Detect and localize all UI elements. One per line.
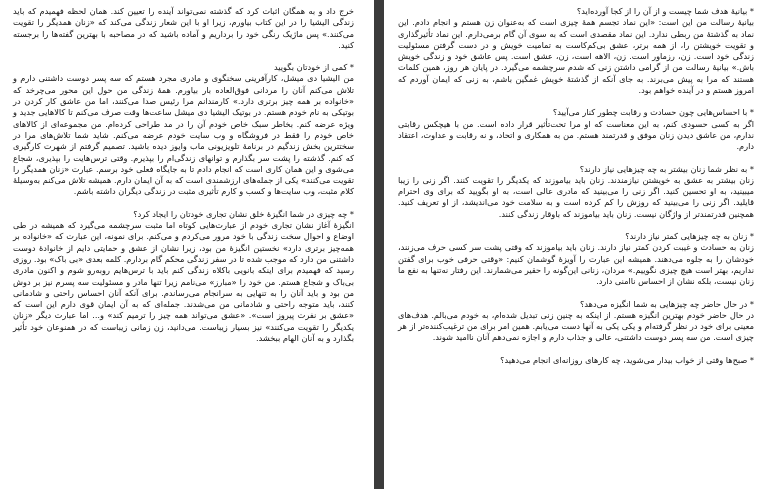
question-heading: * زنان به چه چیزهایی کمتر نیاز دارند؟: [398, 231, 754, 242]
paragraph-text: انگیزهٔ آغاز نشان تجاری خودم از عبارت‌هایی کوتاه اما مثبت سرچشمه می‌گیرد که همیشه در طی اوضاع و احوال سخت زندگی با خود مرور می‌کردم و می‌کنم. برای نمونه، این عبارت که «خانواده بر همه‌چیز برتری دارد» نخستین انگیزهٔ من بود، زیرا نشان از عشق و حمایتی دایم از خانوادهٔ دوست داشتنی من دارد که موجب شده تا در سفر زندگی محکم گام بردارم. کلمه بعدی «بی باک» بود. روزی رسید که فهمیدم برای اینکه بانویی باکلاه زندگی کنم باید با ترس‌هایم روبه‌رو شوم و اکنون مادری بی‌باک و شجاع هستم. من خود را «مبارز» می‌نامم زیرا تنها مادر و مسئولیت سه پسرم نیز بر دوش من بود و باید آنان را به تنهایی به سرانجام می‌رساندم. برای آنکه آنان احساس راحتی و شادمانی کنند، باید متوجه راحتی و شادمانی من می‌شدند. جمله‌ای که به آن ایمان قوی دارم این است که «عشق بر نفرت پیروز است». «عشق می‌تواند همه چیز را ترمیم کند» و... اما عبارت دیگر «زنان یکدیگر را تقویت می‌کنند» نیز بسیار زیباست. می‌دانید، زن زمانی زیباست که در همنوعان خود تأثیر بگذارد و به آنان الهام ببخشد.: [13, 220, 354, 344]
paragraph: [398, 107, 754, 152]
question-heading: * کمی از خودتان بگویید: [13, 62, 354, 73]
paragraph-text: من الیشیا دی میشل، کارآفرینی سخنگوی و مادری مجرد هستم که سه پسر دوست داشتنی دارم و تلاش می‌کنم آنان را مردانی فوق‌العاده بار بیاورم. همهٔ زندگی من حول این محور می‌چرخد که «خانواده بر همه چیز برتری دارد.» کارمندانم مرا رئیس صدا می‌کنند، اما من عاشق کار کردن در بوتیکی به نام خودم هستم. در بوتیک الیشیا دی میشل ساعت‌ها وقت صرف می‌کنم تا کالاهایی جدید و ویژه عرضه کنم. بخاطر سبک خاص خودم آن را در مد طراحی کرده‌ام. من مجموعه‌ای از کالاهای خاص خودم را فقط در فروشگاه و وب سایت خودم عرضه می‌کنم. شاید شما تلاش‌های مرا در سختترین بخش زندگیم در برنامهٔ تلویزیونی ماب وایوز دیده باشید. تصمیم گرفتم از شهرت کارگیری که کنم. گذشته را پشت سر بگذارم و توانهای زندگی‌ام را بپذیرم. وقتی ترس‌هایت را بپذیری، شجاع می‌شوی و این همان کاری است که انجام دادم تا به جایگاه فعلی خود برسم. عبارت «زنان همدیگر را تقویت می‌کنند» یکی از جمله‌های ارزشمندی است که به آن ایمان دارم. همیشه تلاش می‌کنم به‌وسیلهٔ کلام مثبت، وب سایت‌ها و کسب و کارم تأثیری مثبت در زندگی دیگران داشته باشم.: [13, 73, 354, 197]
paragraph-text: اگر به کسی حسودی کنم، به این معناست که او مرا تحت‌تأثیر قرار داده است. من با هیچکس رقابتی ندارم، من عاشق دیدن زنان موفق و قدرتمند هستم. من به همکاری و اتحاد، و نه رقابت و عداوت، اعتقاد دارم.: [398, 118, 754, 152]
question-heading: * به نظر شما زنان بیشتر به چه چیزهایی نیاز دارند؟: [398, 164, 754, 175]
paragraph: [13, 6, 354, 51]
paragraph: [13, 209, 354, 345]
paragraph-text: در حال حاضر خودم بهترین انگیزه هستم. از اینکه به چنین زنی تبدیل شده‌ام، به خودم می‌بالم. هدف‌های معینی برای خود در نظر گرفته‌ام و یکی یکی به آنها دست می‌یابم. همین امر برای من ترغیب‌کننده‌تر از هر چیزی است. من سه پسر دوست داشتنی، عالی و جذاب دارم و اجازه نمی‌دهم آنان ناامید شوند.: [398, 309, 754, 343]
paragraph-text: زنان بیشتر به عشق به خویشتن نیازمندند. زنان باید بیاموزند که یکدیگر را تقویت کنند. اگر زنی را زیبا میبینید، به او تحسین کنید. اگر زنی را می‌بینید که مادری عالی است، به او بگویید که برای وی احترام قایلید. اگر زنی را می‌بینید که روزش را کم کرده است و به سلامت خود می‌اندیشد، از او تعریف کنید. همچنین قدرتمندتر از واژگان نیست. زنان باید بیاموزند که باوقار زندگی کنند.: [398, 174, 754, 219]
paragraph: [398, 164, 754, 220]
page-gutter: [374, 0, 384, 489]
paragraph: [398, 299, 754, 344]
paragraph: [398, 231, 754, 287]
paragraph-text: زنان به حسادت و غیبت کردن کمتر نیاز دارند. زنان باید بیاموزند که وقتی پشت سر کسی حرف می‌زنند، خودشان را به جلوه می‌دهند. همیشه این عبارت را آویزهٔ گوشمان کنیم: «وقتی حرفی خوب برای گفتن نداریم، بهتر است هیچ چیزی نگوییم.» مردان، زنانی این‌گونه را حقیر می‌شمارند. این رفتار نه‌تنها به نفع ما زنان نیست، بلکه نشان از احساس ناامنی دارد.: [398, 242, 754, 287]
question-heading: * در حال حاضر چه چیزهایی به شما انگیزه می‌دهد؟: [398, 299, 754, 310]
right-page: [384, 0, 774, 489]
paragraph: [398, 6, 754, 96]
question-heading: * صبح‌ها وقتی از خواب بیدار می‌شوید، چه کارهای روزانه‌ای انجام می‌دهید؟: [398, 355, 754, 366]
paragraph: [13, 62, 354, 198]
question-heading: * با احساس‌هایی چون حسادت و رقابت چطور کنار می‌آیید؟: [398, 107, 754, 118]
paragraph-text: بیانیهٔ رسالت من این است: «این نماد تجسم همهٔ چیزی است که به‌عنوان زن هستم و انجام دادم. این نماد به گذشتهٔ من ربطی ندارد. این نماد مقصدی است که به سوی آن گام برمی‌دارم. این نماد تأثیرگذاری و تقویت خویشتن را، از همه برتر، عشق بی‌کم‌کاست به تمامیت خویش و در دست گرفتن مسئولیت زندگی خود است. زن، رزماور است. زن، الاهه است، زن، عشق است. پس عاشق خود و زندگی خویش باش.» بیانیهٔ رسالت من از گرامی داشتن زنی که شدم سرچشمه می‌گیرد. در پایان هر روز، همین کلمات هستند که مرا به پیش می‌برند. به جای آنکه از گذشتهٔ خویش غمگین باشم، به زنی که ایمان آوردم که امروز هستم و در آینده خواهم بود.: [398, 17, 754, 96]
question-heading: * چه چیزی در شما انگیزهٔ خلق نشان تجاری خودتان را ایجاد کرد؟: [13, 209, 354, 220]
question-heading: * بیانیهٔ هدف شما چیست و از آن را از کجا آورده‌اید؟: [398, 6, 754, 17]
paragraph: [398, 355, 754, 366]
left-page: [0, 0, 374, 489]
paragraph-text: خرج داد و به همگان اثبات کرد که گذشته نمی‌تواند آینده را تعیین کند. همان لحظه فهمیدم که باید زندگی الیشیا را در این کتاب بیاورم، زیرا او با این شعار زندگی می‌کند که «زنان همدیگر را تقویت می‌کنند.» پس ماژیک رنگی خود را برداریم و آماده باشید که در مصاحبه با بهترین گفته‌ها را برجسته کنید.: [13, 6, 354, 50]
